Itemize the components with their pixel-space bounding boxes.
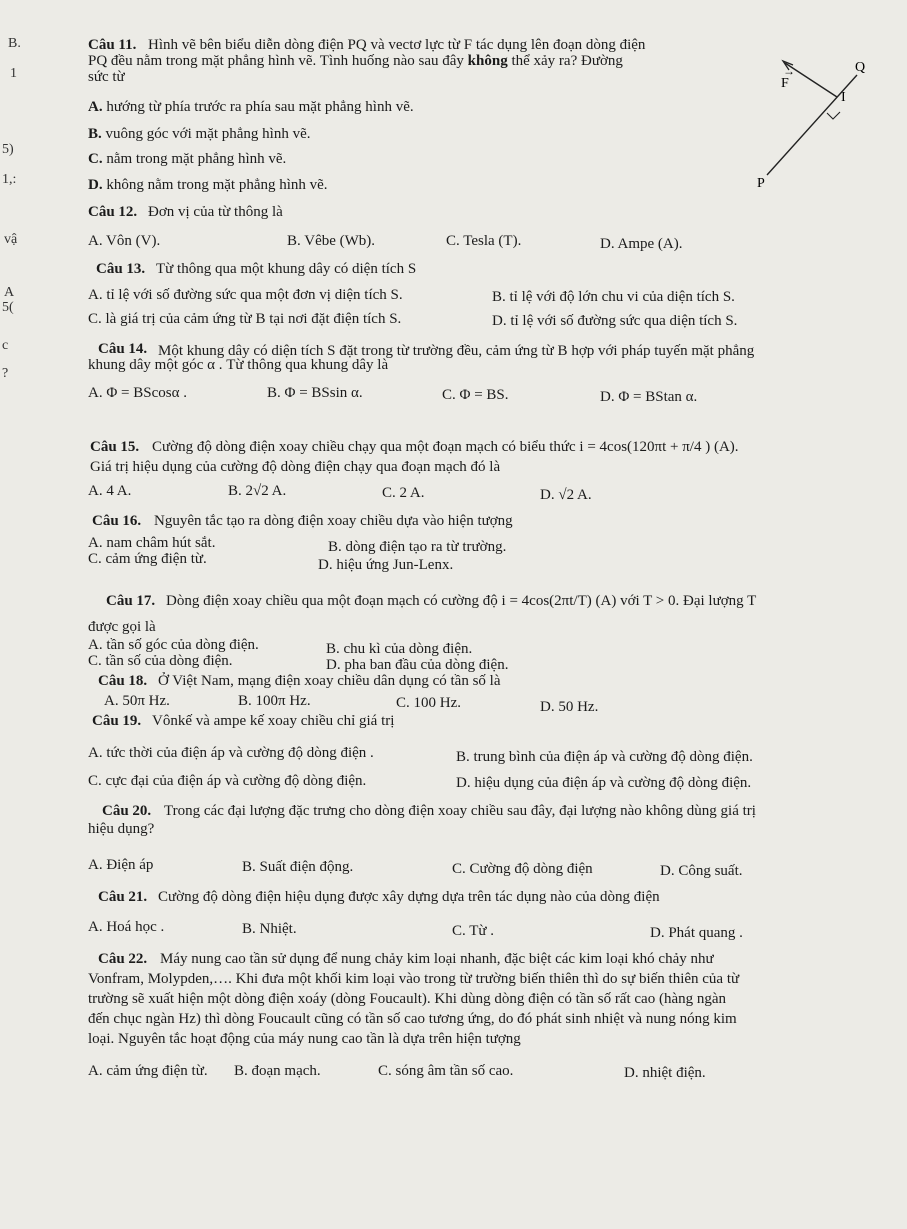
option: C. Tesla (T). bbox=[446, 233, 522, 249]
option: C. 2 A. bbox=[382, 485, 425, 501]
option: C. cảm ứng điện từ. bbox=[88, 551, 207, 567]
option: C. cực đại của điện áp và cường độ dòng điện. bbox=[88, 773, 367, 789]
option: A. Điện áp bbox=[88, 857, 154, 873]
question-text: Ở Việt Nam, mạng điện xoay chiều dân dụng có tần số là bbox=[158, 673, 501, 689]
option: C. là giá trị của cảm ứng từ B tại nơi đặt điện tích S. bbox=[88, 311, 402, 327]
margin-mark: B. bbox=[8, 36, 21, 51]
option: C. Cường độ dòng điện bbox=[452, 861, 593, 877]
question-label: Câu 16. bbox=[92, 513, 142, 529]
option: D. không nằm trong mặt phẳng hình vẽ. bbox=[88, 177, 328, 193]
option: C. 100 Hz. bbox=[396, 695, 461, 711]
paragraph-line: loại. Nguyên tắc hoạt động của máy nung cao tần là dựa trên hiện tượng bbox=[88, 1031, 521, 1047]
option: A. 4 A. bbox=[88, 483, 132, 499]
margin-mark: 1 bbox=[10, 66, 17, 81]
force-current-figure bbox=[745, 55, 875, 195]
option: B. Nhiệt. bbox=[242, 921, 297, 937]
question-label: Câu 17. bbox=[106, 593, 156, 609]
option: D. √2 A. bbox=[540, 487, 592, 503]
option: B. trung bình của điện áp và cường độ dòng điện. bbox=[456, 749, 753, 765]
question-label: Câu 22. bbox=[98, 951, 148, 967]
question-text: Trong các đại lượng đặc trưng cho dòng điện xoay chiều sau đây, đại lượng nào không dùng giá trị bbox=[164, 803, 756, 819]
question-label: Câu 13. bbox=[96, 261, 146, 277]
paragraph-line: Máy nung cao tần sử dụng để nung chảy kim loại nhanh, đặc biệt các kim loại khó chảy như bbox=[160, 951, 714, 967]
paragraph-line: đến chục ngàn Hz) thì dòng Foucault cũng có tần số cao tương ứng, do đó phát sinh nhiệt và nung nóng kim bbox=[88, 1011, 737, 1027]
question-label: Câu 12. bbox=[88, 204, 138, 220]
option: D. tỉ lệ với số đường sức qua diện tích S. bbox=[492, 313, 738, 329]
question-text: được gọi là bbox=[88, 619, 156, 635]
option: B. vuông góc với mặt phẳng hình vẽ. bbox=[88, 126, 311, 142]
question-text: Nguyên tắc tạo ra dòng điện xoay chiều dựa vào hiện tượng bbox=[154, 513, 513, 529]
option: A. cảm ứng điện từ. bbox=[88, 1063, 208, 1079]
option: B. Vêbe (Wb). bbox=[287, 233, 376, 249]
question-text: Đơn vị của từ thông là bbox=[148, 204, 283, 220]
label-i: I bbox=[841, 90, 846, 105]
option: D. 50 Hz. bbox=[540, 699, 599, 715]
option: A. Hoá học . bbox=[88, 919, 165, 935]
question-text: sức từ bbox=[88, 69, 125, 85]
option: B. Suất điện động. bbox=[242, 859, 354, 875]
option: C. Φ = BS. bbox=[442, 387, 509, 403]
margin-mark: 5) bbox=[2, 142, 14, 157]
paragraph-line: trường sẽ xuất hiện một dòng điện xoáy (dòng Foucault). Khi dùng dòng điện có tần số rất cao (hàng ngàn bbox=[88, 991, 727, 1007]
question-text: PQ đều nằm trong mặt phẳng hình vẽ. Tình huống nào sau đây không thể xảy ra? Đường bbox=[88, 53, 623, 69]
option: D. Φ = BStan α. bbox=[600, 389, 698, 405]
question-text: hiệu dụng? bbox=[88, 821, 155, 837]
option: D. Phát quang . bbox=[650, 925, 743, 941]
label-q: Q bbox=[855, 60, 866, 75]
option: D. Công suất. bbox=[660, 863, 743, 879]
label-p: P bbox=[757, 176, 765, 191]
option: A. Vôn (V). bbox=[88, 233, 161, 249]
question-label: Câu 18. bbox=[98, 673, 148, 689]
question-label: Câu 19. bbox=[92, 713, 142, 729]
question-text: Vônkế và ampe kế xoay chiều chỉ giá trị bbox=[152, 713, 395, 729]
question-text: khung dây một góc α . Từ thông qua khung dây là bbox=[88, 357, 389, 373]
question-label: Câu 21. bbox=[98, 889, 148, 905]
question-text: Hình vẽ bên biểu diễn dòng điện PQ và vectơ lực từ F tác dụng lên đoạn dòng điện bbox=[148, 37, 646, 53]
option: D. hiệu ứng Jun-Lenx. bbox=[318, 557, 454, 573]
question-text: Từ thông qua một khung dây có diện tích S bbox=[156, 261, 417, 277]
option: A. nam châm hút sắt. bbox=[88, 535, 216, 551]
option: C. sóng âm tần số cao. bbox=[378, 1063, 514, 1079]
margin-mark: c bbox=[2, 338, 9, 353]
option: C. nằm trong mặt phẳng hình vẽ. bbox=[88, 151, 287, 167]
option: D. hiệu dụng của điện áp và cường độ dòng điện. bbox=[456, 775, 752, 791]
option: A. tức thời của điện áp và cường độ dòng điện . bbox=[88, 745, 374, 761]
margin-mark: ? bbox=[2, 366, 9, 381]
option: A. Φ = BScosα . bbox=[88, 385, 187, 401]
question-text: Dòng điện xoay chiều qua một đoạn mạch có cường độ i = 4cos(2πt/T) (A) với T > 0. Đại lượng T bbox=[166, 593, 757, 609]
option: C. tần số của dòng điện. bbox=[88, 653, 233, 669]
question-label: Câu 20. bbox=[102, 803, 152, 819]
option: B. dòng điện tạo ra từ trường. bbox=[328, 539, 507, 555]
option: A. tần số góc của dòng điện. bbox=[88, 637, 259, 653]
question-label: Câu 14. bbox=[98, 341, 148, 357]
vector-arrow-icon: → bbox=[783, 64, 795, 78]
question-label: Câu 11. bbox=[88, 37, 137, 53]
option: B. đoạn mạch. bbox=[234, 1063, 321, 1079]
margin-mark: A bbox=[4, 285, 15, 300]
margin-mark: vậ bbox=[4, 232, 18, 247]
question-text: Một khung dây có diện tích S đặt trong từ trường đều, cảm ứng từ B hợp với pháp tuyến mặt phẳng bbox=[158, 343, 755, 359]
option: A. tỉ lệ với số đường sức qua một đơn vị diện tích S. bbox=[88, 287, 403, 303]
right-angle-icon bbox=[827, 112, 840, 119]
margin-mark: 1,: bbox=[2, 172, 17, 187]
option: B. chu kì của dòng điện. bbox=[326, 641, 473, 657]
option: A. hướng từ phía trước ra phía sau mặt phẳng hình vẽ. bbox=[88, 99, 414, 115]
question-text: Cường độ dòng điện xoay chiều chạy qua một đoạn mạch có biểu thức i = 4cos(120πt + π/4 ) (A). bbox=[152, 439, 739, 455]
question-label: Câu 15. bbox=[90, 439, 140, 455]
option: B. 2√2 A. bbox=[228, 483, 287, 499]
margin-mark: 5( bbox=[2, 300, 14, 315]
question-text: Cường độ dòng điện hiệu dụng được xây dựng dựa trên tác dụng nào của dòng điện bbox=[158, 889, 660, 905]
option: D. pha ban đầu của dòng điện. bbox=[326, 657, 509, 673]
option: C. Từ . bbox=[452, 923, 495, 939]
question-text: Giá trị hiệu dụng của cường độ dòng điện chạy qua đoạn mạch đó là bbox=[90, 459, 501, 475]
option: D. nhiệt điện. bbox=[624, 1065, 706, 1081]
label-f: F bbox=[781, 76, 789, 91]
option: B. 100π Hz. bbox=[238, 693, 311, 709]
option: D. Ampe (A). bbox=[600, 236, 683, 252]
option: A. 50π Hz. bbox=[104, 693, 170, 709]
paragraph-line: Vonfram, Molypden,…. Khi đưa một khối kim loại vào trong từ trường biến thiên thì do sự biến thiên của từ bbox=[88, 971, 740, 987]
option: B. tỉ lệ với độ lớn chu vi của diện tích S. bbox=[492, 289, 735, 305]
option: B. Φ = BSsin α. bbox=[267, 385, 363, 401]
